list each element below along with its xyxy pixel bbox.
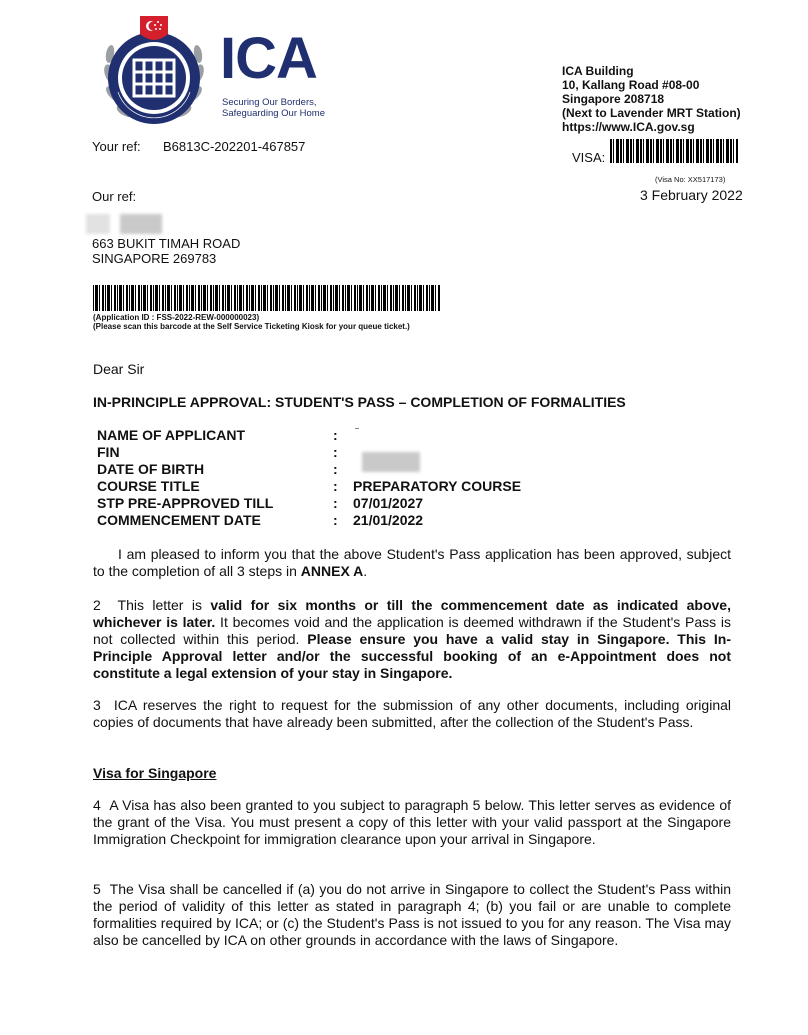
detail-label: COMMENCEMENT DATE xyxy=(97,512,261,528)
barcode-instruction: (Please scan this barcode at the Self Service Ticketing Kiosk for your queue ticket.) xyxy=(93,322,410,331)
detail-value: 07/01/2027 xyxy=(353,495,424,511)
detail-label: STP PRE-APPROVED TILL xyxy=(97,495,274,511)
detail-row xyxy=(97,495,653,512)
redacted-name-blur xyxy=(86,214,110,234)
ica-address-block xyxy=(562,64,741,134)
detail-separator: : xyxy=(333,444,338,460)
visa-label: VISA: xyxy=(572,150,606,165)
detail-row xyxy=(97,478,653,495)
detail-label: NAME OF APPLICANT xyxy=(97,427,246,443)
address-line: 10, Kallang Road #08-00 xyxy=(562,78,700,92)
ica-emblem-logo xyxy=(98,12,210,132)
annex-a-reference: ANNEX A xyxy=(300,563,364,579)
detail-value: PREPARATORY COURSE xyxy=(353,478,522,494)
detail-separator: : xyxy=(333,478,338,494)
p2-text-a: This letter is xyxy=(117,597,211,613)
paragraph-4 xyxy=(93,797,731,848)
application-id: (Application ID : FSS-2022-REW-000000023) xyxy=(93,313,260,322)
salutation: Dear Sir xyxy=(93,361,145,377)
detail-separator: : xyxy=(333,512,338,528)
applicant-details-table xyxy=(97,427,653,529)
paragraph-1 xyxy=(93,546,731,580)
letter-date: 3 February 2022 xyxy=(640,187,743,203)
detail-label: COURSE TITLE xyxy=(97,478,200,494)
recipient-address-line-2: SINGAPORE 269783 xyxy=(92,251,217,266)
p1-end: . xyxy=(363,563,368,579)
visa-number: (Visa No: XX517173) xyxy=(655,175,726,184)
p2-stay-warning-bold: Please ensure you have a valid stay in Singapore. This In-Principle Approval letter and/or the successful booking of an e-Appointment does not constitute a legal extension of your stay in Singapore. xyxy=(93,631,731,681)
detail-separator: : xyxy=(333,461,338,477)
redacted-fin-dob-blur xyxy=(362,452,420,472)
p4-text: A Visa has also been granted to you subject to paragraph 5 below. This letter serves as evidence of the grant of the Visa. You must present a copy of this letter with your valid passport at the Singapore Immigration Checkpoint for immigration clearance upon your arrival in Singapore. xyxy=(93,797,731,847)
website-link[interactable]: https://www.ICA.gov.sg xyxy=(562,120,695,134)
paragraph-5 xyxy=(93,881,731,949)
p2-validity-bold: valid for six months or till the commencement date as indicated above, whichever is later. xyxy=(93,597,731,630)
p5-text: The Visa shall be cancelled if (a) you do not arrive in Singapore to collect the Student's Pass within the period of validity of this letter as stated in paragraph 4; (b) you fail or are unable to complete formalities required by ICA; or (c) the Student's Pass is not issued to you for any reason. The Visa may also be cancelled by ICA on other grounds in accordance with the laws of Singapore. xyxy=(93,881,732,948)
paragraph-number: 2 xyxy=(93,597,101,613)
recipient-address-line-1: 663 BUKIT TIMAH ROAD xyxy=(92,236,241,251)
redacted-name-mark xyxy=(355,428,359,429)
ica-logo-text: ICA xyxy=(220,26,317,91)
detail-label: FIN xyxy=(97,444,120,460)
paragraph-2 xyxy=(93,597,731,682)
address-line: (Next to Lavender MRT Station) xyxy=(562,106,741,120)
visa-barcode xyxy=(610,139,738,163)
detail-row xyxy=(97,427,653,444)
letter-subject: IN-PRINCIPLE APPROVAL: STUDENT'S PASS – COMPLETION OF FORMALITIES xyxy=(93,394,626,410)
detail-row xyxy=(97,512,653,529)
detail-value xyxy=(353,427,653,444)
p1-text: I am pleased to inform you that the above Student's Pass application has been approved, subject to the completion of all 3 steps in xyxy=(93,546,731,579)
paragraph-number: 3 xyxy=(93,697,101,713)
address-line: Singapore 208718 xyxy=(562,92,665,106)
paragraph-3 xyxy=(93,697,731,731)
paragraph-number: 5 xyxy=(93,881,101,897)
paragraph-number: 4 xyxy=(93,797,101,813)
tagline-line-1: Securing Our Borders, xyxy=(222,97,317,108)
p3-text: ICA reserves the right to request for the submission of any other documents, including original copies of documents that have already been submitted, after the collection of the Student's Pass. xyxy=(93,697,731,730)
our-ref-label: Our ref: xyxy=(92,189,137,204)
detail-value: 21/01/2022 xyxy=(353,512,424,528)
visa-section-heading: Visa for Singapore xyxy=(93,765,217,781)
ica-logo-tagline xyxy=(222,97,325,119)
application-barcode xyxy=(93,285,440,311)
your-ref-label: Your ref: xyxy=(92,139,141,154)
detail-label: DATE OF BIRTH xyxy=(97,461,205,477)
detail-separator: : xyxy=(333,427,338,443)
p2-text-b: It becomes void and the application is deemed withdrawn if the Student's Pass is not collected within this period. xyxy=(93,614,731,647)
tagline-line-2: Safeguarding Our Home xyxy=(222,108,325,119)
redacted-name-blur xyxy=(120,214,162,234)
detail-separator: : xyxy=(333,495,338,511)
your-ref-value: B6813C-202201-467857 xyxy=(163,139,306,154)
address-line: ICA Building xyxy=(562,64,634,78)
